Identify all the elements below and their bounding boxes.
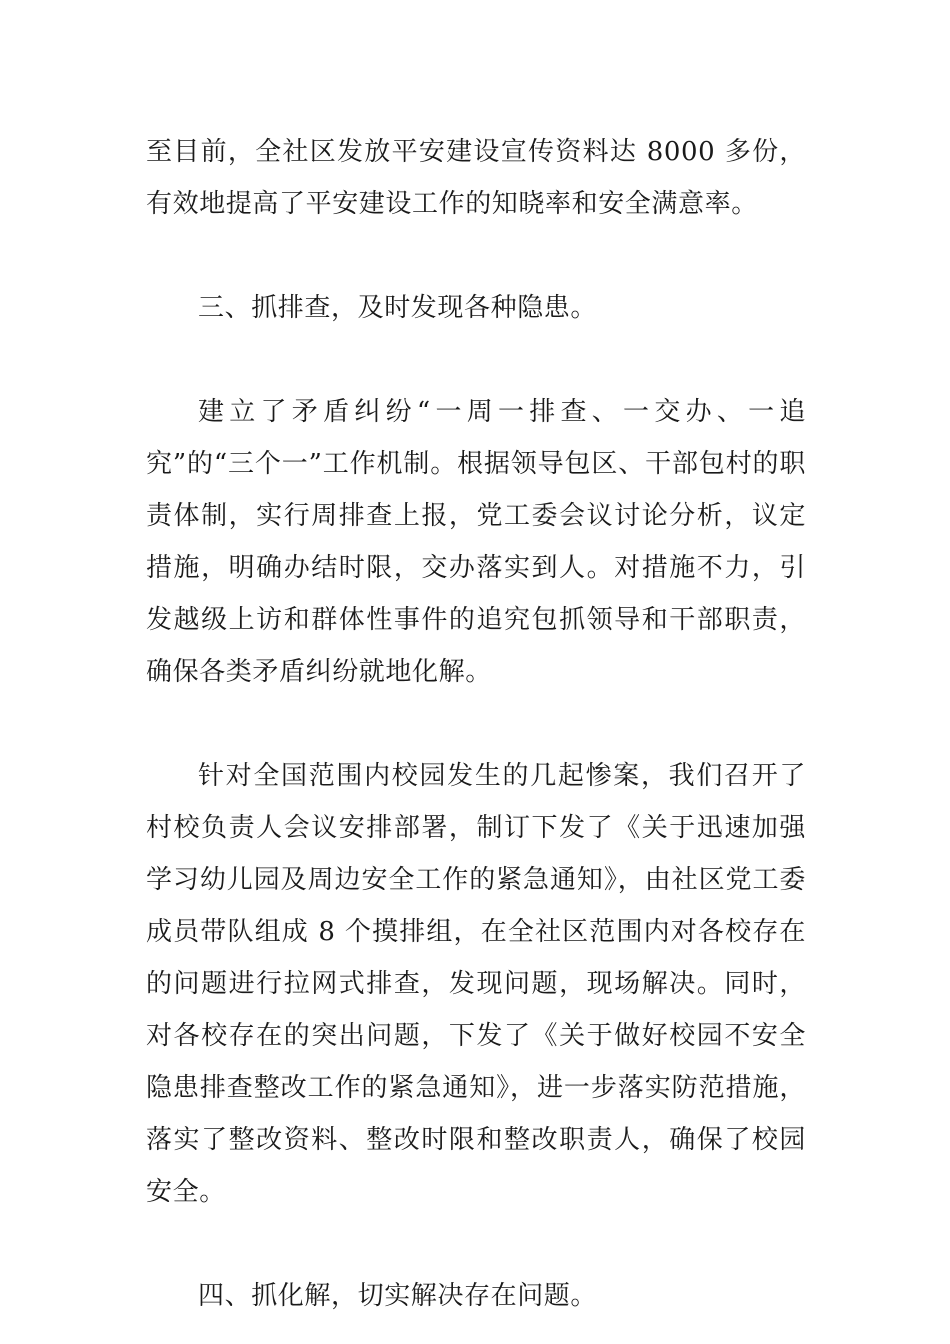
paragraph-school-safety: 针对全国范围内校园发生的几起惨案，我们召开了村校负责人会议安排部署，制订下发了《关于迅速加强学习幼儿园及周边安全工作的紧急通知》，由社区党工委成员带队组成 8 个摸排组，在全社区范围内对各校存在的问题进行拉网式排查，发现问题，现场解决。同时，对各校存在的突出问题，下发了《关于做好校园不安全隐患排查整改工作的紧急通知》，进一步落实防范措施，落实了整改资料、整改时限和整改职责人，确保了校园安全。: [146, 761, 806, 1207]
section-heading-three: 三、抓排查，及时发现各种隐患。: [198, 293, 598, 323]
paragraph-continued: 至目前，全社区发放平安建设宣传资料达 8000 多份，有效地提高了平安建设工作的知晓率和安全满意率。: [146, 137, 806, 219]
document-body: [146, 126, 806, 1322]
section-heading-four: 四、抓化解，切实解决存在问题。: [198, 1281, 598, 1311]
paragraph-mechanism: 建立了矛盾纠纷“一周一排查、一交办、一追究”的“三个一”工作机制。根据领导包区、干部包村的职责体制，实行周排查上报，党工委会议讨论分析，议定措施，明确办结时限，交办落实到人。对措施不力，引发越级上访和群体性事件的追究包抓领导和干部职责，确保各类矛盾纠纷就地化解。: [146, 397, 806, 687]
